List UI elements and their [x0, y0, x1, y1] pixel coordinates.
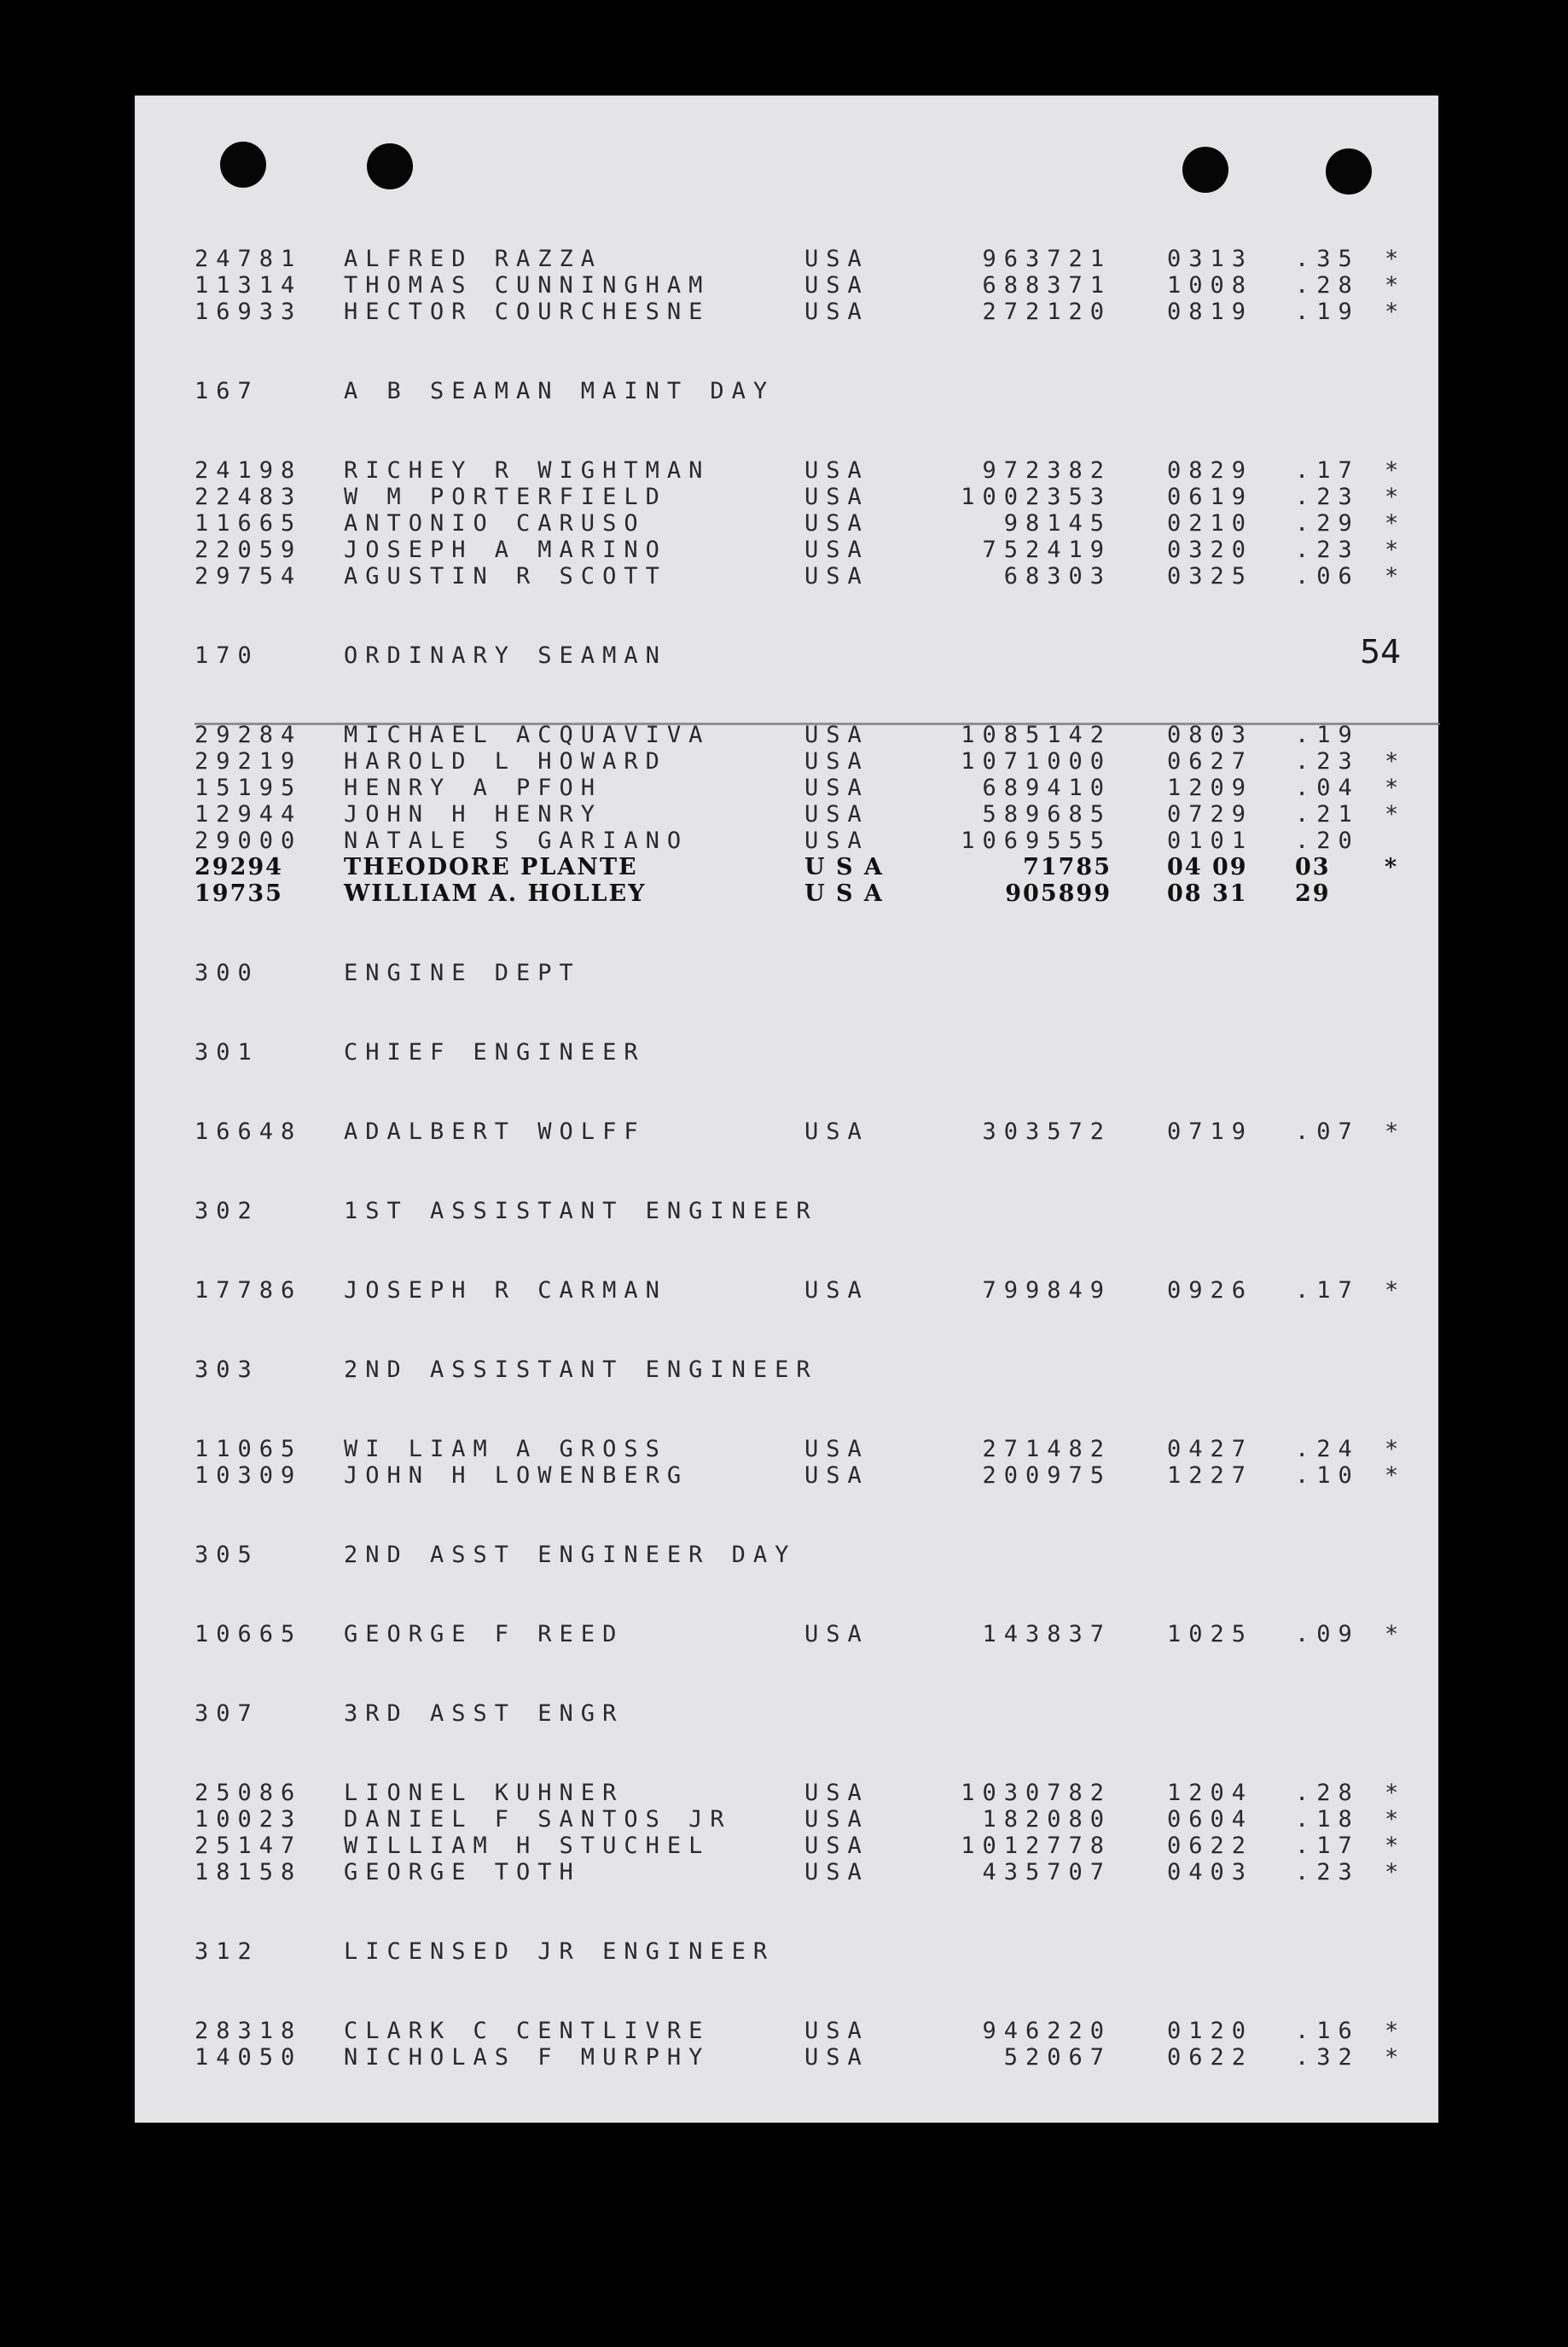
entry-name: ADALBERT WOLFF	[344, 1118, 646, 1145]
entry-number: 98145	[1003, 510, 1112, 537]
entry-date: 1025	[1167, 1621, 1254, 1647]
spacer	[195, 1647, 1406, 1700]
crew-entry	[195, 1118, 1406, 1145]
entry-name: CLARK C CENTLIVRE	[344, 2018, 711, 2044]
entry-date: 0313	[1167, 246, 1254, 272]
spacer	[195, 1066, 1406, 1118]
entry-id: 11314	[195, 272, 303, 299]
entry-mark: *	[1385, 854, 1399, 880]
entry-number: 435707	[982, 1859, 1112, 1885]
entry-rate: .23	[1295, 1859, 1360, 1885]
section-code: 305	[195, 1542, 259, 1568]
spacer	[195, 1727, 1406, 1780]
entry-id: 24198	[195, 457, 303, 484]
entry-number: 905899	[1005, 880, 1112, 907]
entry-citizenship: USA	[804, 457, 869, 484]
entry-id: 15195	[195, 775, 303, 801]
entry-id: 29754	[195, 563, 303, 590]
entry-number: 799849	[982, 1277, 1112, 1304]
entry-mark: *	[1385, 1780, 1407, 1806]
entry-mark: *	[1385, 2018, 1407, 2044]
entry-name: MICHAEL ACQUAVIVA	[344, 722, 711, 748]
entry-number: 143837	[982, 1621, 1112, 1647]
entry-name: HECTOR COURCHESNE	[344, 299, 711, 325]
spacer	[195, 1489, 1406, 1542]
entry-id: 11665	[195, 510, 303, 537]
entry-number: 589685	[982, 801, 1112, 828]
entry-id: 29219	[195, 748, 303, 775]
entry-citizenship: USA	[804, 510, 869, 537]
entry-mark: *	[1385, 246, 1407, 272]
entry-date: 0101	[1167, 828, 1254, 854]
section-code: 302	[195, 1198, 259, 1224]
entry-name: JOHN H LOWENBERG	[344, 1462, 689, 1489]
spacer	[195, 1145, 1406, 1198]
spacer	[195, 1885, 1406, 1938]
crew-entry	[195, 854, 1406, 880]
entry-number: 200975	[982, 1462, 1112, 1489]
entry-name: JOSEPH A MARINO	[344, 537, 667, 563]
section-title: 2ND ASSISTANT ENGINEER	[344, 1356, 818, 1383]
entry-name: HAROLD L HOWARD	[344, 748, 667, 775]
entry-citizenship: USA	[804, 2044, 869, 2071]
entry-date: 0729	[1167, 801, 1254, 828]
entry-date: 04 09	[1167, 854, 1248, 880]
entry-number: 689410	[982, 775, 1112, 801]
document-sheet	[135, 96, 1438, 2123]
entry-date: 1008	[1167, 272, 1254, 299]
entry-date: 0622	[1167, 2044, 1254, 2071]
crew-entry	[195, 1806, 1406, 1833]
entry-mark: *	[1385, 801, 1407, 828]
entry-rate: .17	[1295, 457, 1360, 484]
crew-entry	[195, 2044, 1406, 2071]
entry-rate: .09	[1295, 1621, 1360, 1647]
entry-rate: .10	[1295, 1462, 1360, 1489]
entry-name: THOMAS CUNNINGHAM	[344, 272, 711, 299]
crew-entry	[195, 722, 1406, 748]
crew-entry	[195, 299, 1406, 325]
entry-rate: .04	[1295, 775, 1360, 801]
punch-hole	[1182, 147, 1228, 193]
entry-date: 0325	[1167, 563, 1254, 590]
entry-mark: *	[1385, 1859, 1407, 1885]
entry-number: 1030782	[961, 1780, 1112, 1806]
crew-entry	[195, 1277, 1406, 1304]
entry-rate: .16	[1295, 2018, 1360, 2044]
entry-name: ALFRED RAZZA	[344, 246, 603, 272]
section-code: 307	[195, 1700, 259, 1727]
entry-name: GEORGE F REED	[344, 1621, 624, 1647]
entry-citizenship: USA	[804, 1806, 869, 1833]
entry-name: JOHN H HENRY	[344, 801, 603, 828]
entry-name: WILLIAM H STUCHEL	[344, 1833, 711, 1859]
entry-rate: .35	[1295, 246, 1360, 272]
spacer	[195, 590, 1406, 642]
entry-id: 16933	[195, 299, 303, 325]
entry-citizenship: USA	[804, 775, 869, 801]
entry-id: 25086	[195, 1780, 303, 1806]
entry-mark: *	[1385, 272, 1407, 299]
entry-mark: *	[1385, 484, 1407, 510]
crew-entry	[195, 537, 1406, 563]
entry-number: 52067	[1003, 2044, 1112, 2071]
entry-number: 1085142	[961, 722, 1112, 748]
entry-id: 18158	[195, 1859, 303, 1885]
punch-hole	[1326, 148, 1372, 195]
entry-id: 29000	[195, 828, 303, 854]
entry-name: JOSEPH R CARMAN	[344, 1277, 667, 1304]
entry-citizenship: USA	[804, 2018, 869, 2044]
entry-mark: *	[1385, 1621, 1407, 1647]
entry-number: 946220	[982, 2018, 1112, 2044]
section-code: 312	[195, 1938, 259, 1965]
entry-rate: .19	[1295, 722, 1360, 748]
spacer	[195, 404, 1406, 457]
entry-date: 0819	[1167, 299, 1254, 325]
entry-number: 271482	[982, 1436, 1112, 1462]
entry-citizenship: USA	[804, 748, 869, 775]
entry-citizenship: U S A	[804, 854, 884, 880]
page-number: 54	[1360, 633, 1402, 671]
entry-id: 22059	[195, 537, 303, 563]
entry-citizenship: USA	[804, 1780, 869, 1806]
entry-id: 29294	[195, 854, 283, 880]
crew-entry	[195, 775, 1406, 801]
entry-rate: .23	[1295, 748, 1360, 775]
entry-date: 1209	[1167, 775, 1254, 801]
entry-id: 12944	[195, 801, 303, 828]
entry-rate: 29	[1295, 880, 1331, 907]
entry-name: RICHEY R WIGHTMAN	[344, 457, 711, 484]
section-title: ORDINARY SEAMAN	[344, 642, 667, 669]
crew-entry	[195, 2018, 1406, 2044]
spacer	[195, 1224, 1406, 1277]
entry-number: 272120	[982, 299, 1112, 325]
section-header	[195, 642, 1406, 669]
punch-hole	[220, 142, 266, 188]
crew-entry	[195, 1780, 1406, 1806]
entry-rate: .07	[1295, 1118, 1360, 1145]
entry-number: 71785	[1023, 854, 1112, 880]
entry-date: 0604	[1167, 1806, 1254, 1833]
entry-date: 0622	[1167, 1833, 1254, 1859]
punch-hole	[367, 143, 413, 189]
entry-number: 1071000	[961, 748, 1112, 775]
section-code: 303	[195, 1356, 259, 1383]
entry-mark: *	[1385, 1277, 1407, 1304]
crew-list	[195, 246, 1406, 2071]
entry-date: 08 31	[1167, 880, 1248, 907]
entry-mark: *	[1385, 748, 1407, 775]
entry-name: LIONEL KUHNER	[344, 1780, 624, 1806]
spacer	[195, 1568, 1406, 1621]
entry-number: 972382	[982, 457, 1112, 484]
spacer	[195, 325, 1406, 378]
section-title: 1ST ASSISTANT ENGINEER	[344, 1198, 818, 1224]
entry-rate: .23	[1295, 484, 1360, 510]
entry-citizenship: USA	[804, 272, 869, 299]
entry-date: 0210	[1167, 510, 1254, 537]
entry-number: 1002353	[961, 484, 1112, 510]
entry-mark: *	[1385, 1806, 1407, 1833]
entry-name: DANIEL F SANTOS JR	[344, 1806, 732, 1833]
entry-name: WILLIAM A. HOLLEY	[344, 880, 647, 907]
entry-id: 17786	[195, 1277, 303, 1304]
crew-entry	[195, 510, 1406, 537]
entry-number: 688371	[982, 272, 1112, 299]
entry-mark: *	[1385, 537, 1407, 563]
entry-date: 0829	[1167, 457, 1254, 484]
entry-name: AGUSTIN R SCOTT	[344, 563, 667, 590]
spacer	[195, 669, 1406, 722]
entry-citizenship: USA	[804, 484, 869, 510]
entry-rate: .21	[1295, 801, 1360, 828]
crew-entry	[195, 484, 1406, 510]
entry-citizenship: USA	[804, 722, 869, 748]
entry-rate: .32	[1295, 2044, 1360, 2071]
entry-id: 22483	[195, 484, 303, 510]
crew-entry	[195, 246, 1406, 272]
section-header	[195, 1356, 1406, 1383]
crew-entry	[195, 457, 1406, 484]
crew-entry	[195, 748, 1406, 775]
crew-entry	[195, 880, 1406, 907]
entry-mark: *	[1385, 1833, 1407, 1859]
entry-rate: .28	[1295, 1780, 1360, 1806]
entry-id: 25147	[195, 1833, 303, 1859]
crew-entry	[195, 272, 1406, 299]
entry-name: NICHOLAS F MURPHY	[344, 2044, 711, 2071]
entry-date: 0120	[1167, 2018, 1254, 2044]
entry-date: 0926	[1167, 1277, 1254, 1304]
entry-id: 24781	[195, 246, 303, 272]
entry-name: GEORGE TOTH	[344, 1859, 581, 1885]
entry-citizenship: USA	[804, 246, 869, 272]
entry-name: THEODORE PLANTE	[344, 854, 638, 880]
entry-rate: .17	[1295, 1833, 1360, 1859]
entry-id: 19735	[195, 880, 283, 907]
spacer	[195, 1304, 1406, 1356]
entry-number: 303572	[982, 1118, 1112, 1145]
entry-mark: *	[1385, 1118, 1407, 1145]
crew-entry	[195, 801, 1406, 828]
entry-rate: .20	[1295, 828, 1360, 854]
crew-entry	[195, 828, 1406, 854]
entry-name: W M PORTERFIELD	[344, 484, 667, 510]
entry-name: WI LIAM A GROSS	[344, 1436, 667, 1462]
section-header	[195, 960, 1406, 986]
entry-rate: .28	[1295, 272, 1360, 299]
entry-mark: *	[1385, 1462, 1407, 1489]
entry-date: 0403	[1167, 1859, 1254, 1885]
entry-rate: .17	[1295, 1277, 1360, 1304]
crew-entry	[195, 1833, 1406, 1859]
section-code: 301	[195, 1039, 259, 1066]
entry-citizenship: USA	[804, 1621, 869, 1647]
entry-rate: .23	[1295, 537, 1360, 563]
section-code: 300	[195, 960, 259, 986]
section-title: CHIEF ENGINEER	[344, 1039, 646, 1066]
crew-entry	[195, 563, 1406, 590]
entry-mark: *	[1385, 775, 1407, 801]
entry-mark: *	[1385, 299, 1407, 325]
spacer	[195, 907, 1406, 960]
section-header	[195, 1700, 1406, 1727]
entry-id: 10309	[195, 1462, 303, 1489]
entry-citizenship: USA	[804, 828, 869, 854]
entry-id: 11065	[195, 1436, 303, 1462]
entry-mark: *	[1385, 1436, 1407, 1462]
entry-date: 1204	[1167, 1780, 1254, 1806]
entry-citizenship: USA	[804, 537, 869, 563]
section-header	[195, 1039, 1406, 1066]
entry-name: HENRY A PFOH	[344, 775, 603, 801]
entry-id: 28318	[195, 2018, 303, 2044]
entry-id: 10023	[195, 1806, 303, 1833]
entry-date: 0627	[1167, 748, 1254, 775]
entry-rate: .06	[1295, 563, 1360, 590]
section-title: ENGINE DEPT	[344, 960, 581, 986]
crew-entry	[195, 1436, 1406, 1462]
entry-citizenship: USA	[804, 1436, 869, 1462]
entry-citizenship: USA	[804, 299, 869, 325]
entry-rate: .24	[1295, 1436, 1360, 1462]
section-code: 170	[195, 642, 259, 669]
entry-id: 29284	[195, 722, 303, 748]
entry-number: 752419	[982, 537, 1112, 563]
spacer	[195, 1965, 1406, 2018]
entry-rate: .19	[1295, 299, 1360, 325]
entry-date: 0320	[1167, 537, 1254, 563]
entry-number: 1012778	[961, 1833, 1112, 1859]
section-title: A B SEAMAN MAINT DAY	[344, 378, 775, 404]
entry-name: NATALE S GARIANO	[344, 828, 689, 854]
section-title: LICENSED JR ENGINEER	[344, 1938, 775, 1965]
section-header	[195, 1542, 1406, 1568]
section-header	[195, 1198, 1406, 1224]
entry-mark: *	[1385, 563, 1407, 590]
section-header	[195, 1938, 1406, 1965]
entry-id: 16648	[195, 1118, 303, 1145]
entry-mark: *	[1385, 510, 1407, 537]
entry-number: 1069555	[961, 828, 1112, 854]
section-title: 2ND ASST ENGINEER DAY	[344, 1542, 797, 1568]
entry-citizenship: USA	[804, 801, 869, 828]
section-header	[195, 378, 1406, 404]
entry-id: 14050	[195, 2044, 303, 2071]
entry-rate: .18	[1295, 1806, 1360, 1833]
entry-mark: *	[1385, 457, 1407, 484]
section-code: 167	[195, 378, 259, 404]
entry-rate: 03	[1295, 854, 1331, 880]
entry-date: 0427	[1167, 1436, 1254, 1462]
spacer	[195, 986, 1406, 1039]
entry-citizenship: USA	[804, 1462, 869, 1489]
entry-number: 68303	[1003, 563, 1112, 590]
entry-number: 182080	[982, 1806, 1112, 1833]
spacer	[195, 1383, 1406, 1436]
entry-name: ANTONIO CARUSO	[344, 510, 646, 537]
entry-id: 10665	[195, 1621, 303, 1647]
entry-citizenship: USA	[804, 1277, 869, 1304]
entry-date: 1227	[1167, 1462, 1254, 1489]
entry-date: 0719	[1167, 1118, 1254, 1145]
entry-citizenship: U S A	[804, 880, 884, 907]
entry-date: 0619	[1167, 484, 1254, 510]
section-title: 3RD ASST ENGR	[344, 1700, 624, 1727]
crew-entry	[195, 1859, 1406, 1885]
entry-citizenship: USA	[804, 1118, 869, 1145]
entry-citizenship: USA	[804, 1833, 869, 1859]
entry-rate: .29	[1295, 510, 1360, 537]
entry-citizenship: USA	[804, 563, 869, 590]
entry-number: 963721	[982, 246, 1112, 272]
entry-mark: *	[1385, 2044, 1407, 2071]
crew-entry	[195, 1462, 1406, 1489]
entry-date: 0803	[1167, 722, 1254, 748]
crew-entry	[195, 1621, 1406, 1647]
entry-citizenship: USA	[804, 1859, 869, 1885]
